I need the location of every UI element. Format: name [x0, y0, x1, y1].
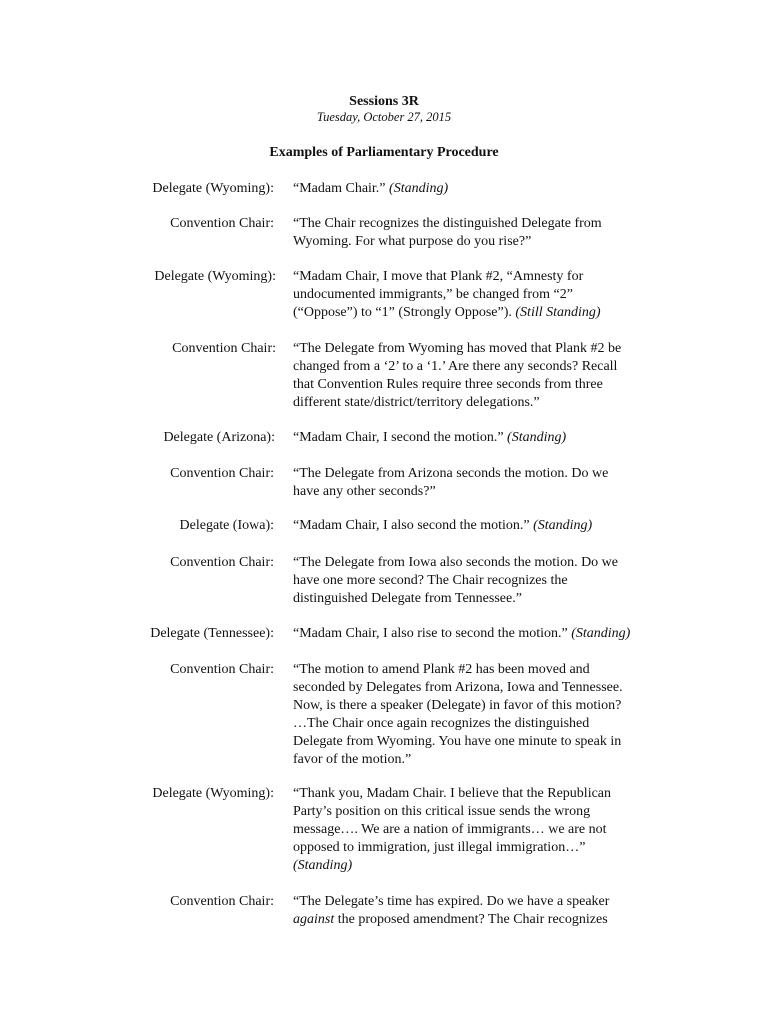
line-text: different state/district/territory delegations.” — [293, 395, 540, 411]
speaker-label: Convention Chair: — [172, 341, 276, 356]
speech-line — [293, 661, 673, 679]
line-text: “The Delegate from Arizona seconds the motion. Do we — [293, 466, 609, 481]
line-text: “Madam Chair, I move that Plank #2, “Amnesty for — [293, 269, 584, 284]
speech-line — [293, 733, 673, 751]
line-text: Wyoming. For what purpose do you rise?” — [293, 234, 532, 250]
line-text: “The Chair recognizes the distinguished Delegate from — [293, 216, 602, 231]
speech-line — [293, 394, 673, 412]
line-text: the proposed amendment? The Chair recognizes — [334, 912, 608, 928]
line-text: Delegate from Wyoming. You have one minute to speak in — [293, 734, 622, 750]
speech-text — [293, 661, 673, 770]
line-text: message…. We are a nation of immigrants… we are not — [293, 822, 607, 838]
line-text: have any other seconds?” — [293, 484, 436, 500]
speech-text — [293, 625, 673, 643]
document-title: Sessions 3R — [349, 94, 419, 109]
line-text: changed from a ‘2’ to a ‘1.’ Are there any seconds? Recall — [293, 359, 618, 375]
speech-text — [293, 554, 673, 608]
speech-line — [293, 839, 673, 857]
speech-line — [293, 697, 673, 715]
speech-line — [293, 715, 673, 733]
speech-text — [293, 340, 673, 412]
document-heading: Examples of Parliamentary Procedure — [269, 145, 499, 160]
line-text: have one more second? The Chair recognizes the — [293, 573, 568, 589]
line-text: Now, is there a speaker (Delegate) in favor of this motion? — [293, 698, 622, 714]
speaker-label: Convention Chair: — [170, 894, 274, 909]
speech-line — [293, 893, 673, 911]
speaker-label: Delegate (Wyoming): — [152, 181, 274, 196]
speech-line — [293, 340, 673, 358]
speaker-label: Convention Chair: — [170, 555, 274, 570]
stage-direction: (Standing) — [533, 518, 593, 533]
speaker-label: Convention Chair: — [170, 662, 274, 677]
speech-line — [293, 286, 673, 304]
line-text: “Madam Chair.” — [293, 181, 390, 196]
speech-line — [293, 376, 673, 394]
line-text: (“Oppose”) to “1” (Strongly Oppose”). — [293, 305, 516, 321]
speech-line — [293, 803, 673, 821]
line-text: undocumented immigrants,” be changed from “2” — [293, 287, 573, 303]
speech-line — [293, 821, 673, 839]
speech-line — [293, 911, 673, 929]
stage-direction: (Standing) — [293, 858, 353, 874]
line-text: “Thank you, Madam Chair. I believe that the Republican — [293, 786, 612, 801]
line-text: “The Delegate from Iowa also seconds the motion. Do we — [293, 555, 619, 570]
speech-text — [293, 215, 673, 251]
line-text: “The Delegate’s time has expired. Do we have a speaker — [293, 894, 610, 909]
line-text: “Madam Chair, I also rise to second the motion.” — [293, 626, 572, 641]
speech-line — [293, 625, 673, 643]
line-text: “The Delegate from Wyoming has moved that Plank #2 be — [293, 341, 622, 356]
speech-line — [293, 483, 673, 501]
speech-line — [293, 572, 673, 590]
speech-text — [293, 180, 673, 198]
stage-direction: (Standing) — [571, 626, 631, 641]
speech-line — [293, 751, 673, 769]
line-text: Party’s position on this critical issue sends the wrong — [293, 804, 591, 820]
speech-line — [293, 268, 673, 286]
line-text: “Madam Chair, I second the motion.” — [293, 430, 508, 445]
speaker-label: Delegate (Iowa): — [179, 518, 274, 533]
speaker-label: Delegate (Arizona): — [163, 430, 275, 445]
speech-line — [293, 590, 673, 608]
speech-line — [293, 679, 673, 697]
line-text: seconded by Delegates from Arizona, Iowa and Tennessee. — [293, 680, 623, 696]
speech-line — [293, 465, 673, 483]
line-text: “Madam Chair, I also second the motion.” — [293, 518, 534, 533]
speaker-label: Convention Chair: — [170, 466, 274, 481]
speech-line — [293, 233, 673, 251]
speech-line — [293, 215, 673, 233]
line-text: favor of the motion.” — [293, 752, 412, 768]
speech-line — [293, 429, 673, 447]
stage-direction: (Still Standing) — [515, 305, 601, 321]
speaker-label: Delegate (Tennessee): — [150, 626, 274, 641]
speech-line — [293, 180, 673, 198]
speech-line — [293, 857, 673, 875]
speaker-label: Delegate (Wyoming): — [152, 786, 274, 801]
speech-line — [293, 304, 673, 322]
speech-text — [293, 517, 673, 535]
speech-line — [293, 554, 673, 572]
line-text: “The motion to amend Plank #2 has been moved and — [293, 662, 590, 677]
stage-direction: (Standing) — [389, 181, 449, 196]
line-text: …The Chair once again recognizes the distinguished — [293, 716, 590, 732]
speech-line — [293, 358, 673, 376]
speaker-label: Delegate (Wyoming): — [154, 269, 276, 284]
line-text: that Convention Rules require three seconds from three — [293, 377, 603, 393]
speech-line — [293, 517, 673, 535]
document-date: Tuesday, October 27, 2015 — [316, 110, 452, 124]
speech-line — [293, 785, 673, 803]
speech-text — [293, 429, 673, 447]
speech-text — [293, 893, 673, 929]
stage-direction: (Standing) — [507, 430, 567, 445]
speech-text — [293, 465, 673, 501]
speaker-label: Convention Chair: — [170, 216, 274, 231]
speech-text — [293, 785, 673, 875]
emphasis-text: against — [293, 912, 335, 928]
line-text: distinguished Delegate from Tennessee.” — [293, 591, 522, 607]
speech-text — [293, 268, 673, 322]
line-text: opposed to immigration, just illegal immigration…” — [293, 840, 586, 856]
